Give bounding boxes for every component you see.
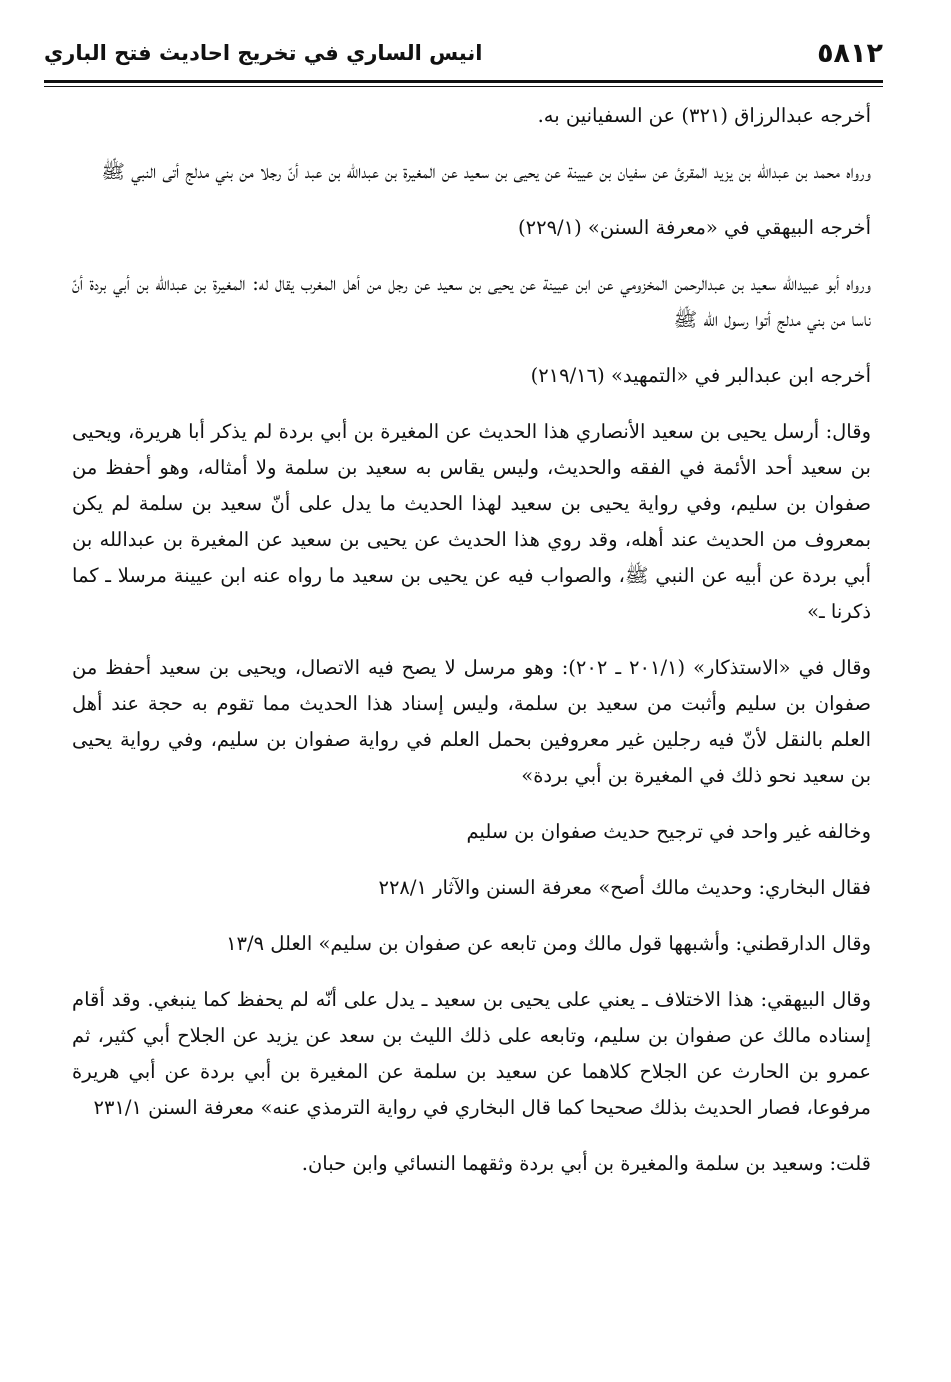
paragraph: قلت: وسعيد بن سلمة والمغيرة بن أبي بردة وثقهما النسائي وابن حبان. xyxy=(301,1152,871,1175)
page-body xyxy=(72,98,871,1202)
paragraph: وقال البيهقي: هذا الاختلاف ـ يعني على يحيى بن سعيد ـ يدل على أنّه لم يحفظ كما ينبغي. وقد أقام إسناده مالك عن صفوان بن سليم، وتابعه على ذلك الليث بن سعد عن يزيد عن الجلاح أبي كثير، ثم عمرو بن الحارث عن الجلاح كلاهما عن سعيد بن سلمة عن المغيرة بن أبي بردة عن أبي هريرة مرفوعا، فصار الحديث بذلك صحيحا كما قال البخاري في رواية الترمذي عنه» معرفة السنن ٢٣١/١ xyxy=(72,988,871,1119)
paragraph: فقال البخاري: وحديث مالك أصح» معرفة السنن والآثار ٢٢٨/١ xyxy=(378,876,871,899)
paragraph: وخالفه غير واحد في ترجيح حديث صفوان بن سليم xyxy=(466,820,871,843)
paragraph: وقال: أرسل يحيى بن سعيد الأنصاري هذا الحديث عن المغيرة بن أبي بردة لم يذكر أبا هريرة، ويحيى بن سعيد أحد الأئمة في الفقه والحديث، وليس يقاس به سعيد بن سلمة ولا أمثاله، وهو أحفظ من صفوان بن سليم، وفي رواية يحيى بن سعيد لهذا الحديث ما يدل على أنّ سعيد بن سلمة لم يكن بمعروف من الحديث عند أهله، وقد روي هذا الحديث عن يحيى بن سعيد عن المغيرة بن عبدالله بن أبي بردة عن أبيه عن النبي ﷺ، والصواب فيه عن يحيى بن سعيد ما رواه عنه ابن عيينة مرسلا ـ كما ذكرنا ـ» xyxy=(72,420,871,623)
header-rule xyxy=(44,80,883,87)
running-title: انيس الساري في تخريج احاديث فتح الباري xyxy=(44,41,483,65)
paragraph: وقال في «الاستذكار» (٢٠١/١ ـ ٢٠٢): وهو مرسل لا يصح فيه الاتصال، ويحيى بن سعيد أحفظ من صفوان بن سليم وأثبت من سعيد بن سلمة، وليس إسناد هذا الحديث مما تقوم به حجة عند أهل العلم بالنقل لأنّ فيه رجلين غير معروفين بحمل العلم في رواية صفوان بن سليم، وفي رواية يحيى بن سعيد نحو ذلك في المغيرة بن أبي بردة» xyxy=(72,656,871,787)
paragraph: أخرجه عبدالرزاق (٣٢١) عن السفيانين به. xyxy=(537,104,871,127)
page-number: ٥٨١٢ xyxy=(817,37,883,69)
paragraph: ورواه أبو عبيدالله سعيد بن عبدالرحمن المخزومي عن ابن عيينة عن يحيى بن سعيد عن رجل من أهل المغرب يقال له: المغيرة بن عبدالله بن أبي بردة أنّ ناسا من بني مدلج أتوا رسول الله ﷺ xyxy=(72,272,871,331)
paragraph: ورواه محمد بن عبدالله بن يزيد المقرئ عن سفيان بن عيينة عن يحيى بن سعيد عن المغيرة بن عبدالله بن عبد أنّ رجلا من بني مدلج أتى النبي ﷺ xyxy=(101,160,871,183)
paragraph: أخرجه البيهقي في «معرفة السنن» (٢٢٩/١) xyxy=(518,216,871,239)
paragraph: وقال الدارقطني: وأشبهها قول مالك ومن تابعه عن صفوان بن سليم» العلل ١٣/٩ xyxy=(226,932,871,955)
paragraph: أخرجه ابن عبدالبر في «التمهيد» (٢١٩/١٦) xyxy=(530,364,871,387)
page-header xyxy=(44,28,883,78)
